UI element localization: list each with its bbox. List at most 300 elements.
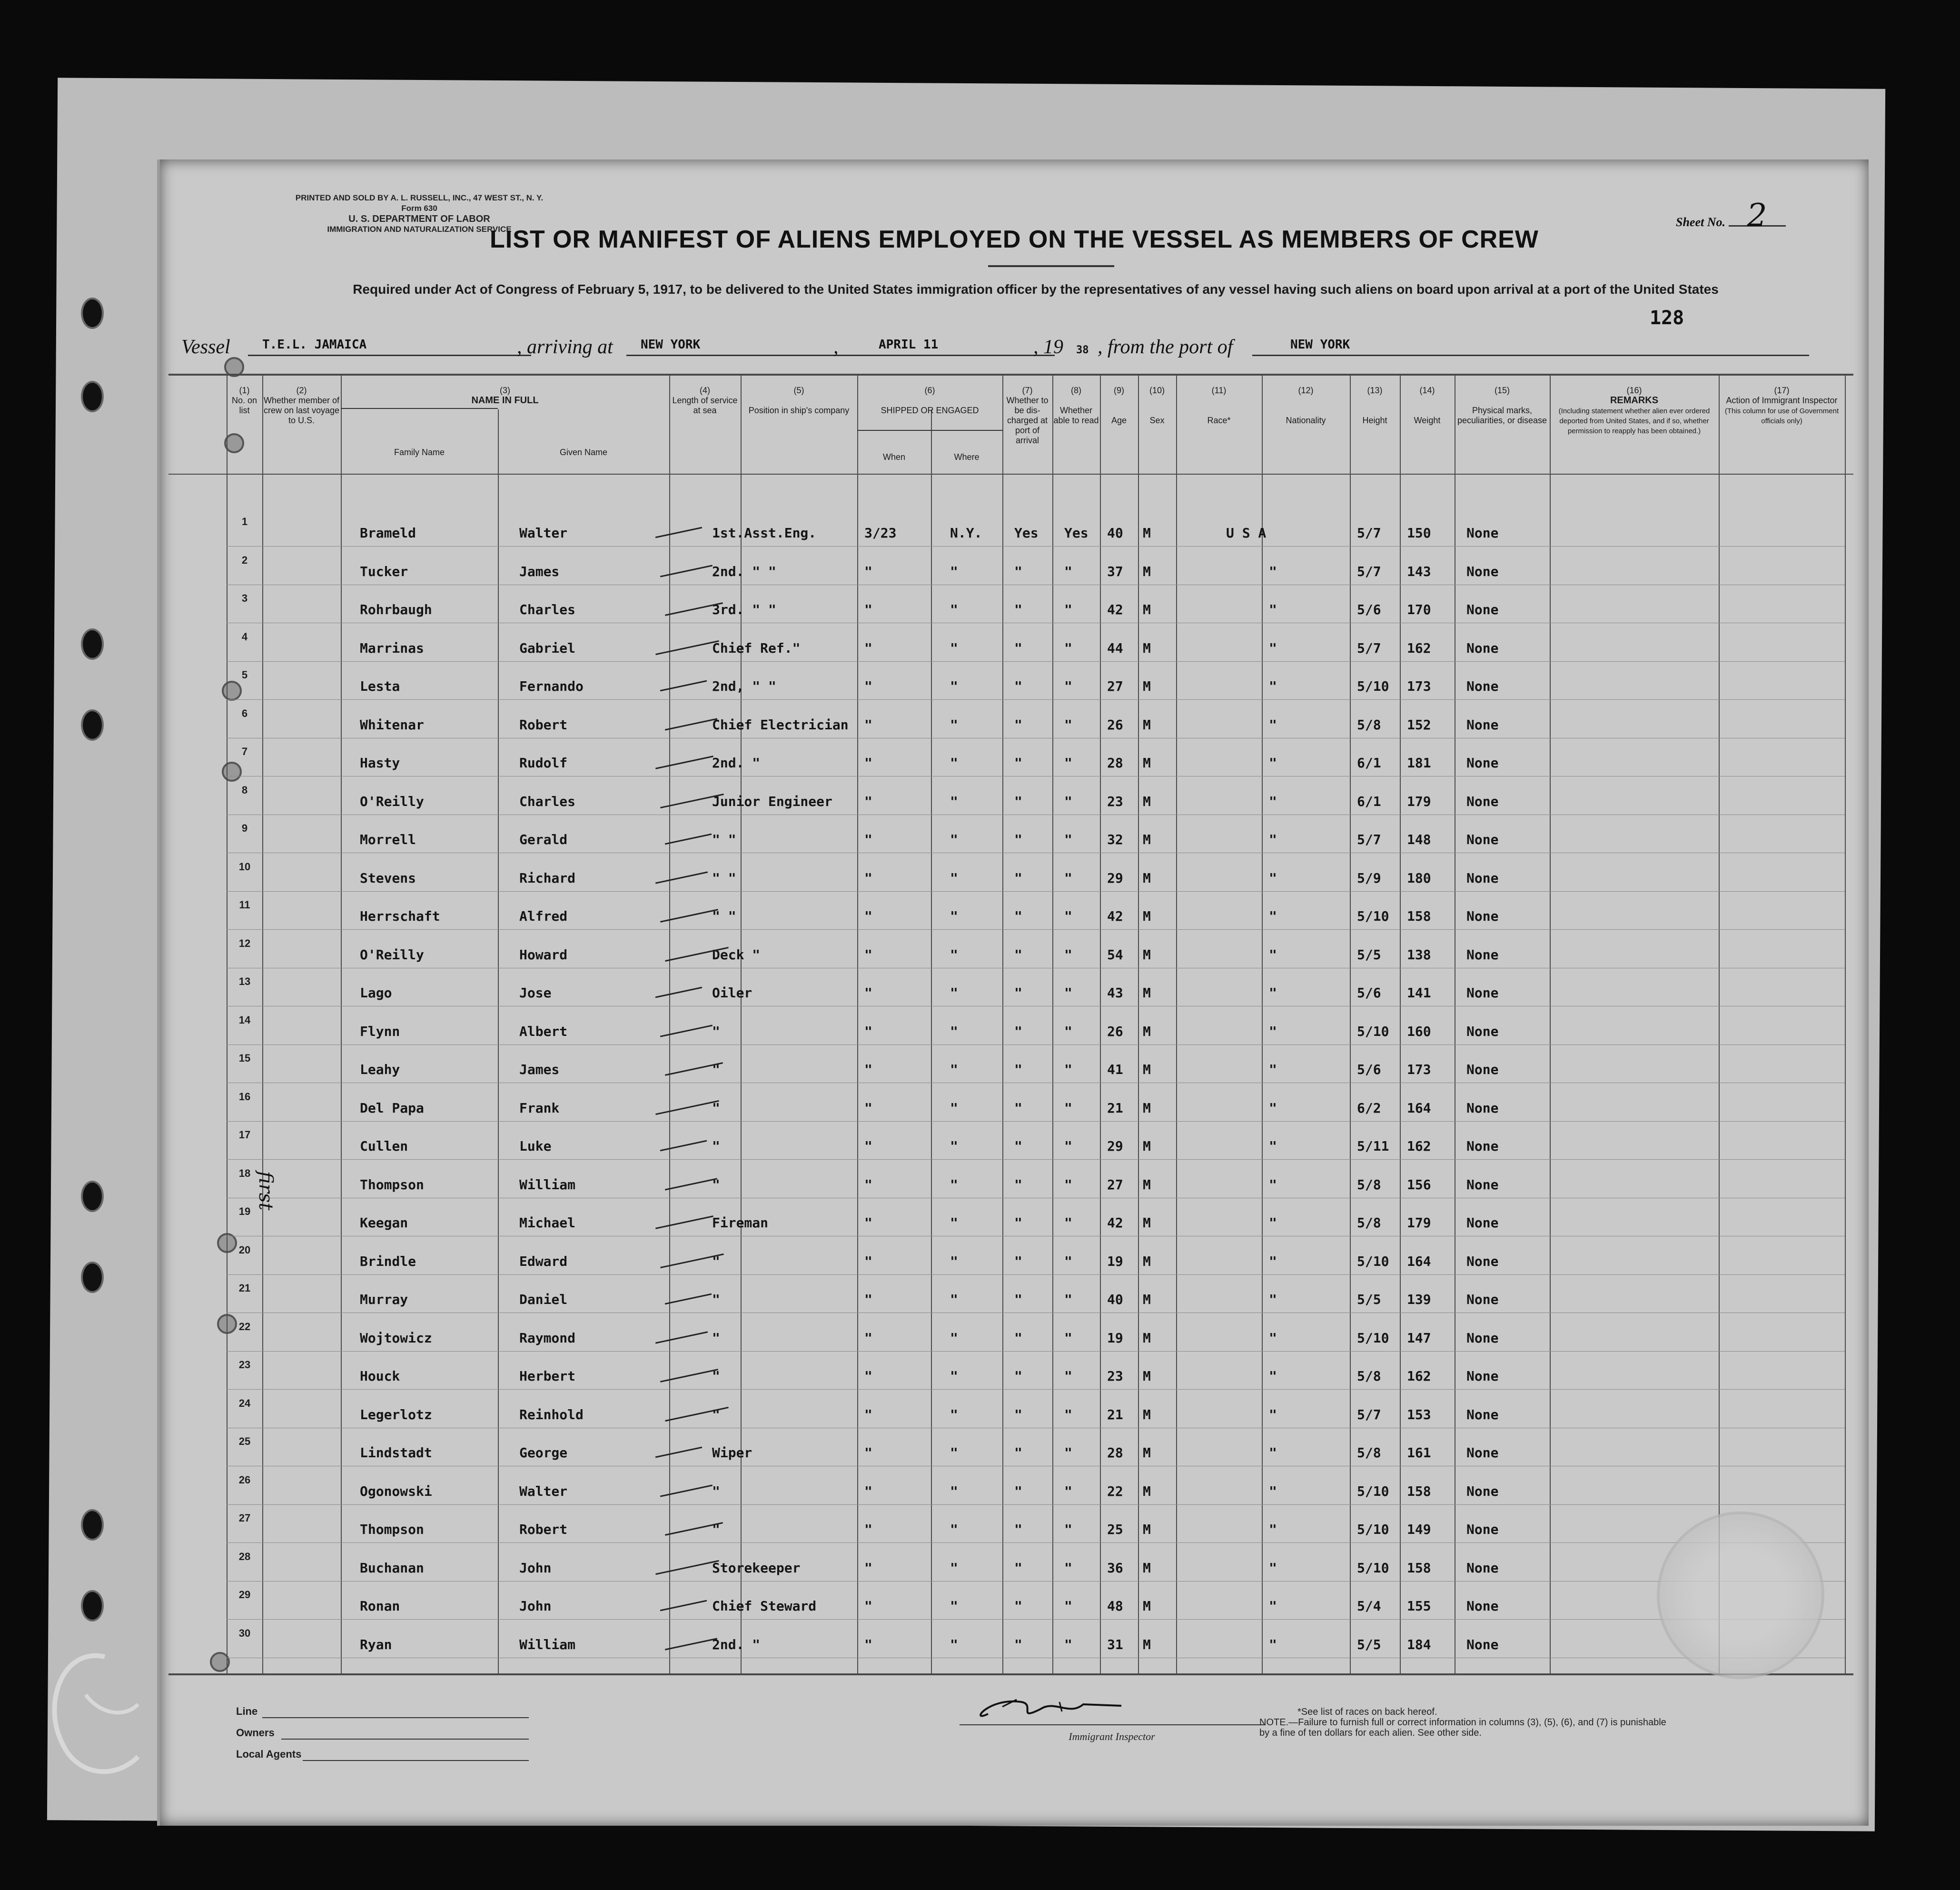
cell-discharged: " [1014, 1062, 1022, 1077]
cell-when: " [864, 1330, 872, 1346]
cell-height: 5/10 [1357, 1522, 1389, 1537]
binder-hole [81, 1509, 104, 1541]
cell-physical-marks: None [1466, 946, 1499, 963]
cell-when: " [864, 1368, 872, 1384]
cell-height: 5/4 [1357, 1598, 1381, 1614]
cell-position: 2nd. " [712, 755, 761, 771]
cell-discharged: " [1014, 908, 1022, 924]
cell-able-to-read: " [1064, 1062, 1072, 1077]
cell-discharged: " [1014, 832, 1022, 847]
cell-race: U S A [1226, 525, 1267, 541]
cell-position: " [712, 1292, 720, 1307]
cell-discharged: Yes [1014, 525, 1039, 541]
col-header-race: Race* [1207, 416, 1231, 425]
cell-age: 32 [1107, 832, 1123, 847]
cell-age: 28 [1107, 755, 1123, 771]
cell-height: 5/10 [1357, 908, 1389, 924]
cell-where: " [950, 985, 958, 1001]
cell-height: 5/9 [1357, 870, 1381, 886]
cell-age: 31 [1107, 1636, 1123, 1652]
cell-able-to-read: " [1064, 716, 1072, 733]
cell-where: " [950, 1062, 958, 1077]
cell-position: " [712, 1368, 720, 1384]
cell-discharged: " [1014, 1368, 1022, 1384]
cell-nationality: " [1269, 1560, 1277, 1576]
cell-weight: 150 [1407, 525, 1431, 541]
cell-age: 42 [1107, 1215, 1123, 1231]
cell-no-on-list: 23 [238, 1359, 251, 1371]
cell-able-to-read: " [1064, 678, 1072, 694]
cell-weight: 148 [1407, 832, 1431, 847]
cell-when: " [864, 1100, 872, 1116]
cell-when: " [864, 1483, 872, 1499]
col-8-number: (8) [1071, 386, 1081, 395]
service-tick-mark [655, 527, 702, 538]
cell-given-name: Howard [519, 946, 568, 963]
cell-where: N.Y. [950, 525, 982, 541]
cell-position: " " [712, 908, 736, 924]
handwritten-first-note: first [255, 1171, 277, 1211]
sheet-label: Sheet No. [1676, 215, 1725, 229]
col-6-number: (6) [924, 386, 935, 395]
cell-when: " [864, 946, 872, 963]
cell-age: 23 [1107, 1368, 1123, 1384]
cell-when: " [864, 1023, 872, 1039]
cell-family-name: Rohrbaugh [360, 602, 432, 617]
binder-hole [81, 709, 104, 741]
cell-weight: 158 [1407, 1483, 1431, 1499]
cell-age: 36 [1107, 1560, 1123, 1576]
cell-discharged: " [1014, 1406, 1022, 1422]
cell-sex: M [1143, 1598, 1151, 1614]
cell-where: " [950, 1560, 958, 1576]
cell-no-on-list: 25 [238, 1435, 251, 1447]
cell-family-name: Ogonowski [360, 1483, 432, 1499]
cell-when: " [864, 1215, 872, 1231]
col-2-number: (2) [296, 386, 307, 395]
cell-where: " [950, 755, 958, 771]
cell-no-on-list: 21 [238, 1282, 251, 1294]
cell-height: 5/10 [1357, 1560, 1389, 1576]
cell-position: Fireman [712, 1215, 769, 1231]
cell-nationality: " [1269, 1253, 1277, 1269]
col-header-no-on-list: No. on list [231, 396, 257, 415]
cell-where: " [950, 640, 958, 656]
cell-able-to-read: " [1064, 1636, 1072, 1652]
cell-family-name: O'Reilly [360, 946, 424, 963]
cell-family-name: Brindle [360, 1253, 416, 1269]
service-tick-mark [665, 1638, 717, 1650]
cell-age: 43 [1107, 985, 1123, 1001]
cell-able-to-read: " [1064, 1483, 1072, 1499]
cell-able-to-read: " [1064, 1023, 1072, 1039]
cell-weight: 155 [1407, 1598, 1431, 1614]
col-17-number: (17) [1774, 386, 1790, 395]
cell-given-name: Fernando [519, 678, 584, 694]
cell-sex: M [1143, 946, 1151, 963]
cell-able-to-read: " [1064, 1100, 1072, 1116]
cell-height: 5/10 [1357, 1253, 1389, 1269]
footer-note [1259, 1707, 1669, 1738]
cell-weight: 139 [1407, 1292, 1431, 1307]
cell-no-on-list: 6 [241, 707, 248, 719]
cell-position: 3rd. " " [712, 602, 776, 617]
cell-able-to-read: " [1064, 755, 1072, 771]
cell-where: " [950, 946, 958, 963]
from-port-label: , from the port of [1098, 336, 1233, 358]
cell-no-on-list: 18 [238, 1167, 251, 1179]
cell-no-on-list: 16 [238, 1090, 251, 1103]
cell-family-name: Whitenar [360, 716, 424, 733]
cell-discharged: " [1014, 946, 1022, 963]
col-header-remarks: REMARKS [1610, 395, 1659, 406]
col-header-when: When [882, 452, 906, 462]
cell-age: 19 [1107, 1330, 1123, 1346]
cell-weight: 147 [1407, 1330, 1431, 1346]
cell-family-name: Houck [360, 1368, 400, 1384]
line-label: Line [236, 1705, 258, 1717]
vessel-name: T.E.L. JAMAICA [248, 336, 531, 356]
cell-weight: 173 [1407, 678, 1431, 694]
cell-family-name: Ryan [360, 1636, 392, 1652]
vessel-line: Vessel T.E.L. JAMAICA , arriving at NEW YORK , APRIL 11 , 19 38 , from the port of NEW YORK [181, 336, 1790, 364]
cell-height: 5/10 [1357, 678, 1389, 694]
cell-given-name: Gabriel [519, 640, 576, 656]
cell-when: " [864, 1062, 872, 1077]
cell-physical-marks: None [1466, 832, 1499, 847]
cell-weight: 152 [1407, 716, 1431, 733]
cell-where: " [950, 1176, 958, 1193]
cell-discharged: " [1014, 1100, 1022, 1116]
cell-weight: 156 [1407, 1176, 1431, 1193]
col-1-number: (1) [239, 386, 250, 395]
cell-discharged: " [1014, 563, 1022, 579]
cell-sex: M [1143, 908, 1151, 924]
cell-age: 44 [1107, 640, 1123, 656]
service-tick-mark [655, 1560, 719, 1574]
cell-nationality: " [1269, 1215, 1277, 1231]
cell-physical-marks: None [1466, 1100, 1499, 1116]
cell-able-to-read: " [1064, 946, 1072, 963]
service-tick-mark [655, 1215, 713, 1229]
cell-height: 5/5 [1357, 1292, 1381, 1307]
cell-family-name: Thompson [360, 1522, 424, 1537]
cell-position: " [712, 1406, 720, 1422]
cell-nationality: " [1269, 1138, 1277, 1154]
arriving-label: , arriving at [517, 336, 613, 358]
cell-given-name: Frank [519, 1100, 560, 1116]
cell-discharged: " [1014, 755, 1022, 771]
cell-where: " [950, 1406, 958, 1422]
cell-family-name: Legerlotz [360, 1406, 432, 1422]
col-3-number: (3) [500, 386, 510, 395]
cell-sex: M [1143, 870, 1151, 886]
cell-given-name: Robert [519, 716, 568, 733]
cell-no-on-list: 12 [238, 937, 251, 949]
cell-height: 5/7 [1357, 1406, 1381, 1422]
col-header-family-name: Family Name [394, 448, 445, 457]
col-14-number: (14) [1419, 386, 1435, 395]
cell-able-to-read: " [1064, 1215, 1072, 1231]
inspector-signature [960, 1688, 1293, 1731]
cell-family-name: Stevens [360, 870, 416, 886]
cell-sex: M [1143, 716, 1151, 733]
cell-where: " [950, 1138, 958, 1154]
cell-where: " [950, 793, 958, 809]
cell-no-on-list: 30 [238, 1627, 251, 1639]
cell-no-on-list: 29 [238, 1589, 251, 1601]
cell-weight: 160 [1407, 1023, 1431, 1039]
service-tick-mark [660, 1025, 713, 1037]
cell-nationality: " [1269, 1445, 1277, 1461]
cell-family-name: Tucker [360, 563, 408, 579]
cell-sex: M [1143, 563, 1151, 579]
cell-no-on-list: 24 [238, 1397, 251, 1409]
cell-able-to-read: " [1064, 1598, 1072, 1614]
cell-age: 29 [1107, 870, 1123, 886]
cell-given-name: Charles [519, 793, 576, 809]
cell-physical-marks: None [1466, 525, 1499, 541]
cell-sex: M [1143, 1330, 1151, 1346]
cell-position: Wiper [712, 1445, 752, 1461]
cell-given-name: Albert [519, 1023, 568, 1039]
cell-able-to-read: " [1064, 985, 1072, 1001]
cell-physical-marks: None [1466, 793, 1499, 809]
col-16-number: (16) [1626, 386, 1642, 395]
owners-label: Owners [236, 1727, 275, 1739]
races-note: *See list of races on back hereof. [1297, 1707, 1437, 1717]
cell-physical-marks: None [1466, 602, 1499, 617]
cell-no-on-list: 9 [241, 822, 248, 834]
cell-physical-marks: None [1466, 908, 1499, 924]
cell-position: " [712, 1176, 720, 1193]
col-header-length-of-service: Length of service at sea [672, 396, 738, 415]
cell-physical-marks: None [1466, 1636, 1499, 1652]
from-port: NEW YORK [1252, 336, 1809, 356]
cell-age: 41 [1107, 1062, 1123, 1077]
cell-no-on-list: 8 [241, 784, 248, 796]
cell-sex: M [1143, 1522, 1151, 1537]
cell-where: " [950, 1023, 958, 1039]
col-13-number: (13) [1367, 386, 1383, 395]
cell-weight: 179 [1407, 1215, 1431, 1231]
cell-height: 5/7 [1357, 832, 1381, 847]
cell-position: Storekeeper [712, 1560, 801, 1576]
cell-sex: M [1143, 1560, 1151, 1576]
cell-position: Deck " [712, 946, 761, 963]
handwritten-mark [33, 1638, 157, 1795]
year-suffix: 38 [1076, 344, 1089, 356]
cell-where: " [950, 1368, 958, 1384]
cell-sex: M [1143, 640, 1151, 656]
binder-hole [81, 628, 104, 660]
cell-when: " [864, 1253, 872, 1269]
cell-where: " [950, 602, 958, 617]
cell-physical-marks: None [1466, 1330, 1499, 1346]
col-header-able-to-read: Whether able to read [1053, 406, 1099, 425]
cell-family-name: O'Reilly [360, 793, 424, 809]
cell-nationality: " [1269, 1636, 1277, 1652]
cell-position: Junior Engineer [712, 793, 832, 809]
cell-physical-marks: None [1466, 563, 1499, 579]
col-header-inspector-action: Action of Immigrant Inspector [1726, 396, 1838, 405]
printer-line: PRINTED AND SOLD BY A. L. RUSSELL, INC., 47 WEST ST., N. Y. [295, 193, 544, 202]
cell-height: 5/8 [1357, 1176, 1381, 1193]
cell-where: " [950, 870, 958, 886]
cell-when: " [864, 1598, 872, 1614]
cell-height: 5/7 [1357, 525, 1381, 541]
cell-height: 6/2 [1357, 1100, 1381, 1116]
cell-when: " [864, 678, 872, 694]
cell-where: " [950, 908, 958, 924]
cell-able-to-read: " [1064, 1522, 1072, 1537]
cell-weight: 149 [1407, 1522, 1431, 1537]
cell-no-on-list: 3 [241, 592, 248, 604]
cell-given-name: Daniel [519, 1292, 568, 1307]
cell-no-on-list: 5 [241, 669, 248, 681]
cell-sex: M [1143, 602, 1151, 617]
cell-able-to-read: " [1064, 563, 1072, 579]
cell-able-to-read: " [1064, 908, 1072, 924]
cell-nationality: " [1269, 602, 1277, 617]
cell-given-name: Edward [519, 1253, 568, 1269]
cell-weight: 158 [1407, 1560, 1431, 1576]
cell-position: 2nd. " " [712, 563, 776, 579]
cell-where: " [950, 1330, 958, 1346]
cell-when: " [864, 1636, 872, 1652]
manifest-sheet [157, 159, 1869, 1826]
cell-nationality: " [1269, 832, 1277, 847]
cell-age: 26 [1107, 1023, 1123, 1039]
cell-when: " [864, 602, 872, 617]
cell-where: " [950, 1253, 958, 1269]
service-tick-mark [655, 987, 702, 998]
cell-discharged: " [1014, 640, 1022, 656]
year-prefix: , 19 [1033, 336, 1063, 358]
cell-no-on-list: 15 [238, 1052, 251, 1064]
cell-given-name: John [519, 1598, 552, 1614]
cell-family-name: Cullen [360, 1138, 408, 1154]
service-tick-mark [660, 1140, 707, 1152]
cell-height: 5/6 [1357, 602, 1381, 617]
cell-when: " [864, 1445, 872, 1461]
cell-sex: M [1143, 832, 1151, 847]
col-15-number: (15) [1494, 386, 1510, 395]
cell-nationality: " [1269, 985, 1277, 1001]
cell-nationality: " [1269, 1023, 1277, 1039]
cell-discharged: " [1014, 1445, 1022, 1461]
cell-physical-marks: None [1466, 1560, 1499, 1576]
cell-where: " [950, 716, 958, 733]
cell-sex: M [1143, 1215, 1151, 1231]
cell-age: 37 [1107, 563, 1123, 579]
cell-age: 26 [1107, 716, 1123, 733]
binder-hole [81, 381, 104, 412]
cell-weight: 170 [1407, 602, 1431, 617]
cell-nationality: " [1269, 946, 1277, 963]
cell-discharged: " [1014, 1215, 1022, 1231]
cell-position: " " [712, 832, 736, 847]
cell-physical-marks: None [1466, 678, 1499, 694]
cell-able-to-read: " [1064, 640, 1072, 656]
binder-hole [81, 1262, 104, 1293]
cell-able-to-read: " [1064, 832, 1072, 847]
cell-position: Oiler [712, 985, 752, 1001]
cell-nationality: " [1269, 678, 1277, 694]
cell-physical-marks: None [1466, 1522, 1499, 1537]
cell-sex: M [1143, 525, 1151, 541]
cell-when: " [864, 908, 872, 924]
col-11-number: (11) [1211, 386, 1227, 395]
cell-where: " [950, 1100, 958, 1116]
arriving-port: NEW YORK [626, 336, 845, 356]
cell-able-to-read: " [1064, 1138, 1072, 1154]
cell-height: 5/10 [1357, 1023, 1389, 1039]
cell-sex: M [1143, 1023, 1151, 1039]
cell-able-to-read: " [1064, 793, 1072, 809]
cell-no-on-list: 14 [238, 1014, 251, 1026]
cell-no-on-list: 13 [238, 975, 251, 987]
cell-nationality: " [1269, 755, 1277, 771]
cell-weight: 179 [1407, 793, 1431, 809]
cell-able-to-read: " [1064, 1292, 1072, 1307]
cell-weight: 180 [1407, 870, 1431, 886]
page-number: 128 [1650, 307, 1684, 329]
cell-position: 2nd, " " [712, 678, 776, 694]
immigrant-inspector-label: Immigrant Inspector [1069, 1731, 1155, 1742]
col-header-physical-marks: Physical marks, peculiarities, or disease [1457, 406, 1547, 425]
cell-position: " " [712, 870, 736, 886]
cell-nationality: " [1269, 1598, 1277, 1614]
cell-age: 21 [1107, 1406, 1123, 1422]
col-header-remarks-note: (Including statement whether alien ever ordered deported from United States, and if so, whether permission to reapply has been obtained.) [1558, 407, 1710, 435]
cell-height: 5/8 [1357, 716, 1381, 733]
cell-weight: 143 [1407, 563, 1431, 579]
cell-able-to-read: " [1064, 1253, 1072, 1269]
service-tick-mark [660, 680, 707, 692]
cell-height: 5/8 [1357, 1215, 1381, 1231]
cell-age: 29 [1107, 1138, 1123, 1154]
cell-position: " [712, 1062, 720, 1077]
cell-able-to-read: " [1064, 1330, 1072, 1346]
cell-nationality: " [1269, 640, 1277, 656]
cell-family-name: Keegan [360, 1215, 408, 1231]
cell-when: " [864, 985, 872, 1001]
cell-given-name: Gerald [519, 832, 568, 847]
cell-given-name: Charles [519, 602, 576, 617]
cell-family-name: Hasty [360, 755, 400, 771]
cell-able-to-read: " [1064, 1176, 1072, 1193]
cell-discharged: " [1014, 1176, 1022, 1193]
cell-able-to-read: " [1064, 870, 1072, 886]
cell-when: " [864, 793, 872, 809]
cell-family-name: Wojtowicz [360, 1330, 432, 1346]
cell-nationality: " [1269, 1368, 1277, 1384]
binder-hole [81, 298, 104, 329]
cell-physical-marks: None [1466, 1253, 1499, 1269]
cell-height: 6/1 [1357, 755, 1381, 771]
cell-physical-marks: None [1466, 1406, 1499, 1422]
col-header-height: Height [1362, 416, 1387, 425]
cell-discharged: " [1014, 1023, 1022, 1039]
cell-when: 3/23 [864, 525, 897, 541]
page-title: LIST OR MANIFEST OF ALIENS EMPLOYED ON THE VESSEL AS MEMBERS OF CREW [490, 226, 1539, 253]
col-10-number: (10) [1149, 386, 1165, 395]
cell-discharged: " [1014, 985, 1022, 1001]
col-header-inspector-note: (This column for use of Government officials only) [1724, 407, 1839, 425]
cell-sex: M [1143, 1636, 1151, 1652]
requirement-text: Required under Act of Congress of February 5, 1917, to be delivered to the United States immigration officer by the representatives of any vessel having such aliens on board upon arrival at a port of the United States [353, 282, 1719, 297]
